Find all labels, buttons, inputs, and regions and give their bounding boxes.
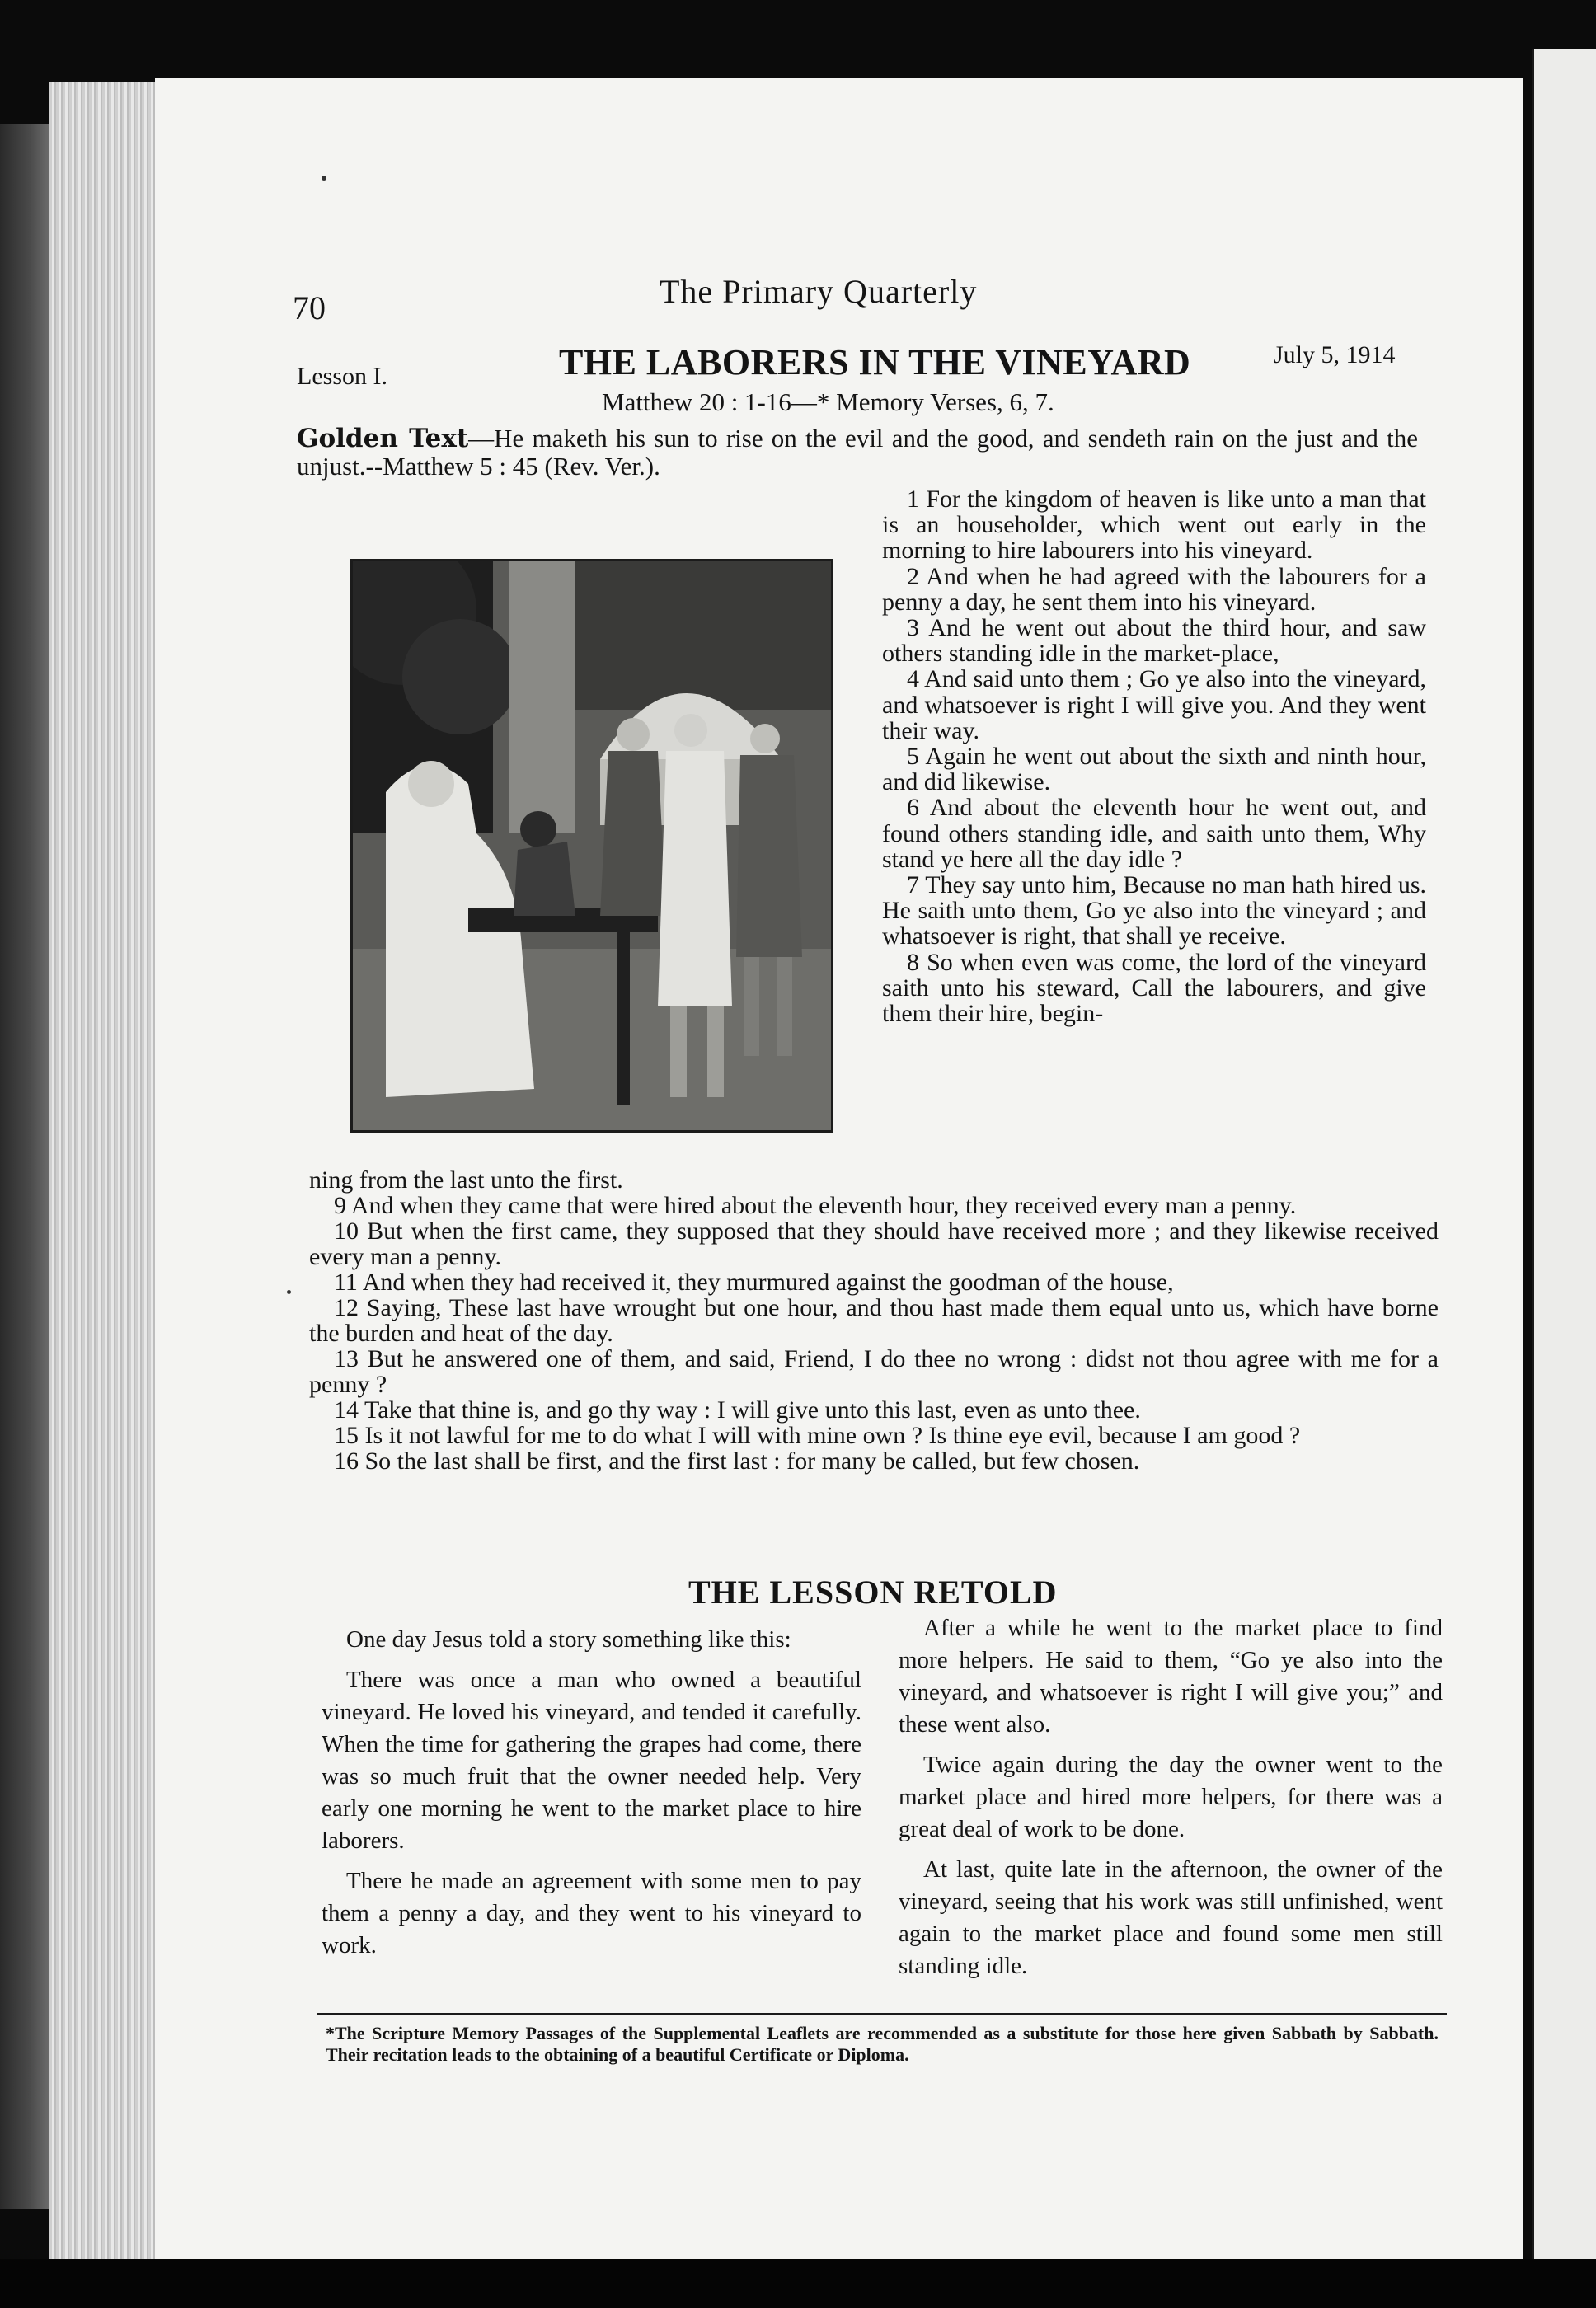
retold-paragraph: At last, quite late in the afternoon, the owner of the vineyard, seeing that his work was still unfinished, went again to the market place and found some men still standing idle. [899,1856,1443,1979]
verse-8: 8 So when even was come, the lord of the vineyard saith unto his steward, Call the labourers, and give them their hire, begin- [882,948,1426,1028]
verse-10: 10 But when the first came, they supposed that they should have received more ; and they likewise received every man a penny. [309,1217,1439,1270]
verse-9: 9 And when they came that were hired about the eleventh hour, they received every man a penny. [334,1192,1297,1219]
verse-14: 14 Take that thine is, and go thy way : I will give unto this last, even as unto thee. [334,1396,1141,1424]
vineyard-illustration [350,559,833,1133]
print-speck [322,176,326,181]
scripture-reference: Matthew 20 : 1-16—* Memory Verses, 6, 7. [602,387,1054,416]
lesson-label: Lesson I. [297,363,387,390]
footnote: *The Scripture Memory Passages of the Supplemental Leaflets are recommended as a substitute for those here given Sabbath by Sabbath. Their recitation leads to the obtaining of a beautiful Certificate or Diploma. [326,2023,1439,2065]
verse-13: 13 But he answered one of them, and said, Friend, I do thee no wrong : didst not thou agree with me for a penny ? [309,1345,1439,1398]
retold-paragraph: Twice again during the day the owner went to the market place and hired more helpers, for there was a great deal of work to be done. [899,1752,1443,1842]
retold-paragraph: After a while he went to the market place to find more helpers. He said to them, “Go ye also into the vineyard, and whatsoever is right I will give you;” and these went also. [899,1615,1443,1738]
verse-5: 5 Again he went out about the sixth and ninth hour, and did likewise. [882,743,1426,796]
verse-2: 2 And when he had agreed with the labourers for a penny a day, he sent them into his vineyard. [882,562,1426,616]
verse-7: 7 They say unto him, Because no man hath hired us. He saith unto them, Go ye also into the vineyard ; and whatsoever is right, that shall ye receive. [882,871,1426,950]
lesson-date: July 5, 1914 [1274,341,1396,368]
scan-bottom-shadow [0,2259,1596,2308]
verse-12: 12 Saying, These last have wrought but one hour, and thou hast made them equal unto us, which have borne the burden and heat of the day. [309,1294,1439,1347]
retold-paragraph: One day Jesus told a story something like this: [346,1626,791,1653]
verse-3: 3 And he went out about the third hour, and saw others standing idle in the market-place, [882,614,1426,668]
page-number: 70 [293,289,326,326]
verse-8-continuation: ning from the last unto the first. [309,1166,623,1194]
footnote-divider [317,2013,1447,2015]
book-spine-edge [0,124,49,2209]
retold-paragraph: There was once a man who owned a beautiful vineyard. He loved his vineyard, and tended it carefully. When the time for gathering the grapes had come, there was so much fruit that the owner needed help. Very early one morning he went to the market place to hire laborers. [322,1667,861,1854]
verse-1: 1 For the kingdom of heaven is like unto a man that is an householder, which went out early in the morning to hire labourers into his vineyard. [882,486,1426,565]
verse-11: 11 And when they had received it, they murmured against the goodman of the house, [334,1269,1174,1296]
facing-page-edge [1532,49,1596,2308]
retold-heading: THE LESSON RETOLD [688,1574,1058,1611]
verse-15: 15 Is it not lawful for me to do what I will with mine own ? Is thine eye evil, because I am good ? [334,1422,1301,1449]
retold-paragraph: There he made an agreement with some men to pay them a penny a day, and they went to his vineyard to work. [322,1868,861,1959]
retold-right-column [899,1612,1443,1991]
verses-column [882,486,1426,1026]
verse-6: 6 And about the eleventh hour he went out, and found others standing idle, and saith unto them, Why stand ye here all the day idle ? [882,794,1426,873]
verse-4: 4 And said unto them ; Go ye also into the vineyard, and whatsoever is right I will give you. And they went their way. [882,665,1426,744]
golden-text [297,425,1418,481]
verse-16: 16 So the last shall be first, and the first last : for many be called, but few chosen. [334,1447,1140,1475]
page-stack-edge [49,82,157,2259]
lesson-title: THE LABORERS IN THE VINEYARD [559,342,1191,382]
print-speck [287,1290,291,1294]
golden-text-label: Golden Text [297,424,469,453]
vineyard-scene-picture [353,561,831,1130]
retold-left-column [322,1624,861,1970]
verses-full-width [309,1167,1439,1474]
running-head: The Primary Quarterly [660,273,978,310]
golden-text-body: —He maketh his sun to rise on the evil and the good, and sendeth rain on the just and the unjust.--Matthew 5 : 45 (Rev. Ver.). [297,424,1418,481]
